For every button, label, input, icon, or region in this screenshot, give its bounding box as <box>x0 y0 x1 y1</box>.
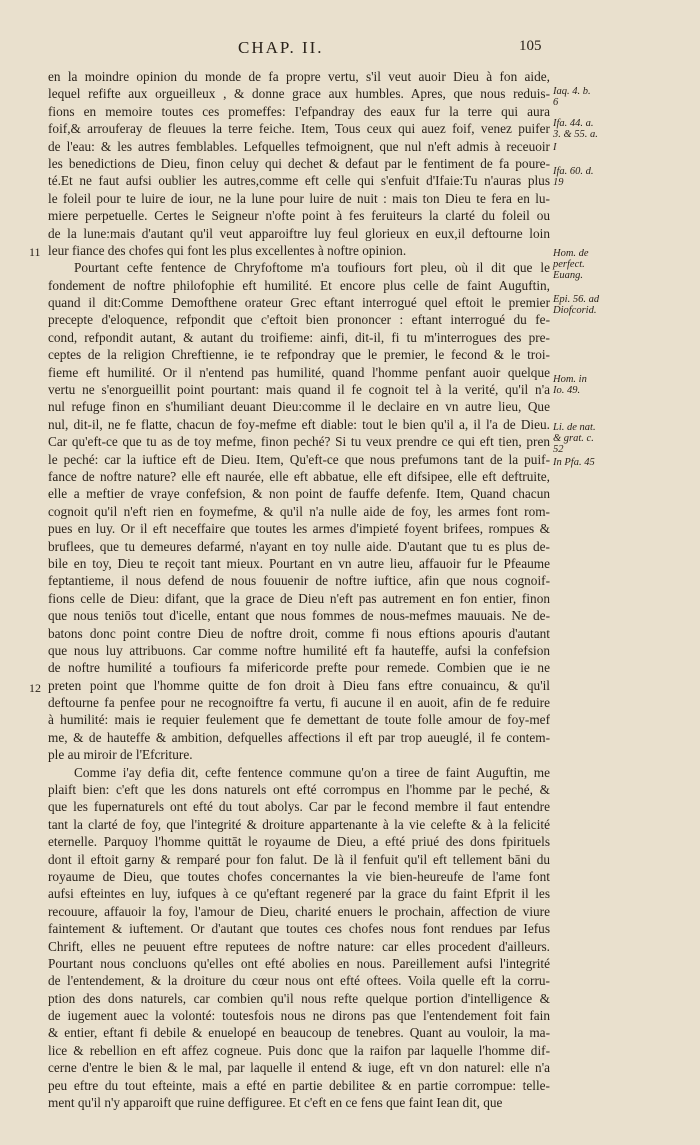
text-line: lequel refifte aux orgueilleux , & donne grace aux humbles. Apres, que nous reduis- <box>48 86 550 102</box>
text-line: me, & de hauteffe & ambition, defquelles affections il eft par trop aueuglé, il fe contem- <box>48 729 550 745</box>
text-line: elle a meftier de vraye confefsion, & non point de fauffe defenfe. Item, Quand chacun <box>48 486 550 502</box>
text-line: bile en toy, Dieu te reçoit tant mieux. Pourtant en vn autre lieu, affauoir fur le Pfeaume <box>48 555 550 571</box>
text-line: feptantieme, il nous defend de nous fouuenir de noftre iuftice, afin que nous cognoif- <box>48 573 550 589</box>
text-line: ption des dons naturels, car combien qu'il nous refte quelque portion d'intelligence & <box>48 990 550 1006</box>
text-line: aufsi efteintes en luy, iufques à ce qu'eftant regeneré par la grace du faint Efprit il les <box>48 886 550 902</box>
paragraph-number: 12 <box>29 681 41 695</box>
text-line: fions en memoire toutes ces promeffes: I'efpandray des eaux fur la terre qui aura <box>48 103 550 119</box>
text-line: que nous teniōs tout d'icelle, entant que nous fommes de nous-mefmes mauuais. Ne de- <box>48 608 550 624</box>
text-line: que nous luy attribuons. Car comme noftre humilité eft fa hauteffe, aufsi la confefsion <box>48 642 550 658</box>
text-line: peu eftre du tout efteinte, mais a efté en partie debilitee & en partie corrompue: telle- <box>48 1077 550 1093</box>
text-line: vertu ne s'enorgueillit point pourtant: mais quand il fe cognoit tel à la verité, qu'il n'a <box>48 382 550 398</box>
text-line: quand il dit:Comme Demofthene orateur Grec eftant interrogué quel eftoit le premier <box>48 295 550 311</box>
text-line: en la moindre opinion du monde de fa propre vertu, s'il veut auoir Dieu à fon aide, <box>48 69 550 84</box>
text-line: fondement de noftre philofophie eft humilité. Et encore plus celle de faint Auguftin, <box>48 277 550 293</box>
text-line: eternelle. Parquoy l'homme quittāt le royaume de Dieu, a efté priué des dons fpirituels <box>48 834 550 850</box>
text-line: nul refuge finon en s'humiliant deuant Dieu:comme il le declaire en vn autre lieu, Que <box>48 399 550 415</box>
text-line: foif,& arrouferay de fleuues la terre feiche. Item, Tous ceux qui auez foif, venez puifer <box>48 121 550 137</box>
text-line: recouure, affauoir la foy, l'amour de Dieu, charité enuers le prochain, affection de viure <box>48 903 550 919</box>
text-line: batons donc point contre Dieu de noftre droit, comme fi nous eftions apouris d'autant <box>48 625 550 641</box>
margin-note: In Pfa. 45 <box>553 457 595 468</box>
chapter-title: CHAP. II. <box>238 38 324 57</box>
page-header <box>0 38 700 62</box>
text-line: Car qu'eft-ce que tu as de toy mefme, finon peché? Si tu veux prendre ce qui eft tien, pren <box>48 434 550 450</box>
text-line: deftourne fa penfee pour ne recognoiftre fa vertu, fi aucune il en auoit, afin de fe reduire <box>48 695 550 711</box>
margin-note: I <box>553 142 557 153</box>
margin-note: Ifa. 60. d. 19 <box>553 166 594 188</box>
text-line: de la lune:mais d'autant qu'il veut apparoiftre luy feul glorieux en eux,il deftourne loin <box>48 225 550 241</box>
text-line: de l'eau: & les autres femblables. Lefquelles tefmoignent, que nul n'eft admis à receuoir <box>48 138 550 154</box>
text-line: bruflees, que tu demeures defarmé, n'ayant en toy nulle aide. D'autant que tu es plus de- <box>48 538 550 554</box>
margin-note: Ifa. 44. a. 3. & 55. a. <box>553 118 598 140</box>
text-line: ple au miroir de l'Efcriture. <box>48 747 193 763</box>
text-line: ment qu'il n'y apparoift que ruine deffiguree. Et c'eft en ce fens que faint Iean dit, que <box>48 1095 503 1111</box>
margin-note: Epi. 56. ad Diofcorid. <box>553 294 600 316</box>
margin-note: Hom. de perfect. Euang. <box>553 248 589 281</box>
text-line: tant la clarté de foy, que l'integrité & droiture appartenante à la vie celefte & à la felicité <box>48 816 550 832</box>
text-line: fieme eft humilité. Or il n'entend pas humilité, quand l'homme penfant auoir quelque <box>48 364 550 380</box>
text-line: à humilité: mais ie requier feulement que fe demettant de toute folle amour de foy-mef <box>48 712 550 728</box>
text-line: Pourtant cefte fentence de Chryfoftome m'a toufiours fort pleu, où il dit que le <box>74 260 550 276</box>
text-line: precepte d'eloquence, refpondit que c'eftoit bien prononcer : eftant interrogué du fe- <box>48 312 550 328</box>
body-text <box>48 68 550 1111</box>
text-line: ceptes de la religion Chreftienne, ie te refpondray que le premier, le fecond & le troi- <box>48 347 550 363</box>
text-line: faintement & iuftement. Or d'autant que toutes ces chofes nous font rendues par Iefus <box>48 921 550 937</box>
text-line: cerne d'entre le bien & le mal, par laquelle il entend & iuge, eft vn don naturel: elle n'a <box>48 1060 550 1076</box>
text-line: cognoit qu'il n'eft rien en foymefme, & qu'il n'a nulle aide de foy, les armes font rom- <box>48 503 550 519</box>
text-line: de noftre humilité a toufiours fa mifericorde prefte pour remede. Combien que ie ne <box>48 660 550 676</box>
text-line: Comme i'ay defia dit, cefte fentence commune qu'on a tiree de faint Auguftin, me <box>74 764 550 780</box>
page-number: 105 <box>519 38 542 54</box>
text-line: fance de noftre nature? elle eft naurée, elle eft abbatue, elle eft difsipee, elle eft deftruite, <box>48 468 550 484</box>
margin-note: Hom. in Io. 49. <box>553 374 587 396</box>
text-line: té.Et ne faut aufsi oublier les autres,comme eft celle qui s'enfuit d'Ifaie:Tu n'auras plus <box>48 173 550 189</box>
text-line: royaume de Dieu, que toutes chofes concernantes la vie bien-heureufe de l'ame font <box>48 868 550 884</box>
text-line: nul, dit-il, ne fe flatte, chacun de foy-mefme eft diable: tout le bien qu'il a, il l'a de Dieu. <box>48 416 550 432</box>
margin-note: Li. de nat. & grat. c. 52 <box>553 422 596 455</box>
text-line: que les fupernaturels ont efté du tout abolys. Car par le fecond membre il faut entendre <box>48 799 550 815</box>
text-line: Chrift, elles ne peuuent eftre reputees de noftre nature: car elles procedent d'ailleurs. <box>48 938 550 954</box>
paragraph-number: 11 <box>29 245 41 259</box>
text-line: & entier, eftant fi debile & enuelopé en beaucoup de tenebres. Quant au vouloir, la ma- <box>48 1025 550 1041</box>
text-line: miere perpetuelle. Certes le Seigneur n'ofte point à fes feruiteurs la clarté du foleil ou <box>48 208 550 224</box>
margin-note: Iaq. 4. b. 6 <box>553 86 591 108</box>
text-line: preten point que l'homme quitte de fon droit à Dieu fans eftre conuaincu, & qu'il <box>48 677 550 693</box>
text-line: pues en luy. Or il eft neceffaire que toutes les armes d'impieté foyent brifees, rompues & <box>48 521 550 537</box>
text-line: plaift bien: c'eft que les dons naturels ont efté corrompus en l'homme par le peché, & <box>48 782 550 798</box>
text-line: le peché: car la iuftice eft de Dieu. Item, Qu'eft-ce que nous prefumons tant de la puif- <box>48 451 550 467</box>
text-line: de l'entendement, & la droiture du cœur nous ont efté oftees. Voila quelle eft la corru- <box>48 973 550 989</box>
text-line: le foleil pour te luire de iour, ne la lune pour luire de nuit : mais ton Dieu te fera en lu- <box>48 190 550 206</box>
text-line: cond, refpondit autant, & autant du troifieme: ainfi, dit-il, fi tu m'interrogues des pre- <box>48 329 550 345</box>
text-line: leur fiance des chofes qui font les plus excellentes à noftre opinion. <box>48 242 407 258</box>
text-line: Pourtant nous concluons qu'elles ont efté abolies en nous. Pareillement aufsi l'integrité <box>48 955 550 971</box>
text-line: de iugement auec la volonté: toutesfois nous ne dirons pas que l'entendement foit fain <box>48 1008 550 1024</box>
text-line: les benedictions de Dieu, finon celuy qui dechet & defaut par le fentiment de fa poure- <box>48 155 550 171</box>
text-line: dont il eftoit garny & remparé pour fon falut. De là il fenfuit qu'il eft tellement bāni du <box>48 851 550 867</box>
text-line: fions celle de Dieu: difant, que la grace de Dieu n'eft pas autrement en fon entier, finon <box>48 590 550 606</box>
text-line: lice & rebellion en eft affez cogneue. Puis donc que la raifon par laquelle l'homme dif- <box>48 1042 550 1058</box>
